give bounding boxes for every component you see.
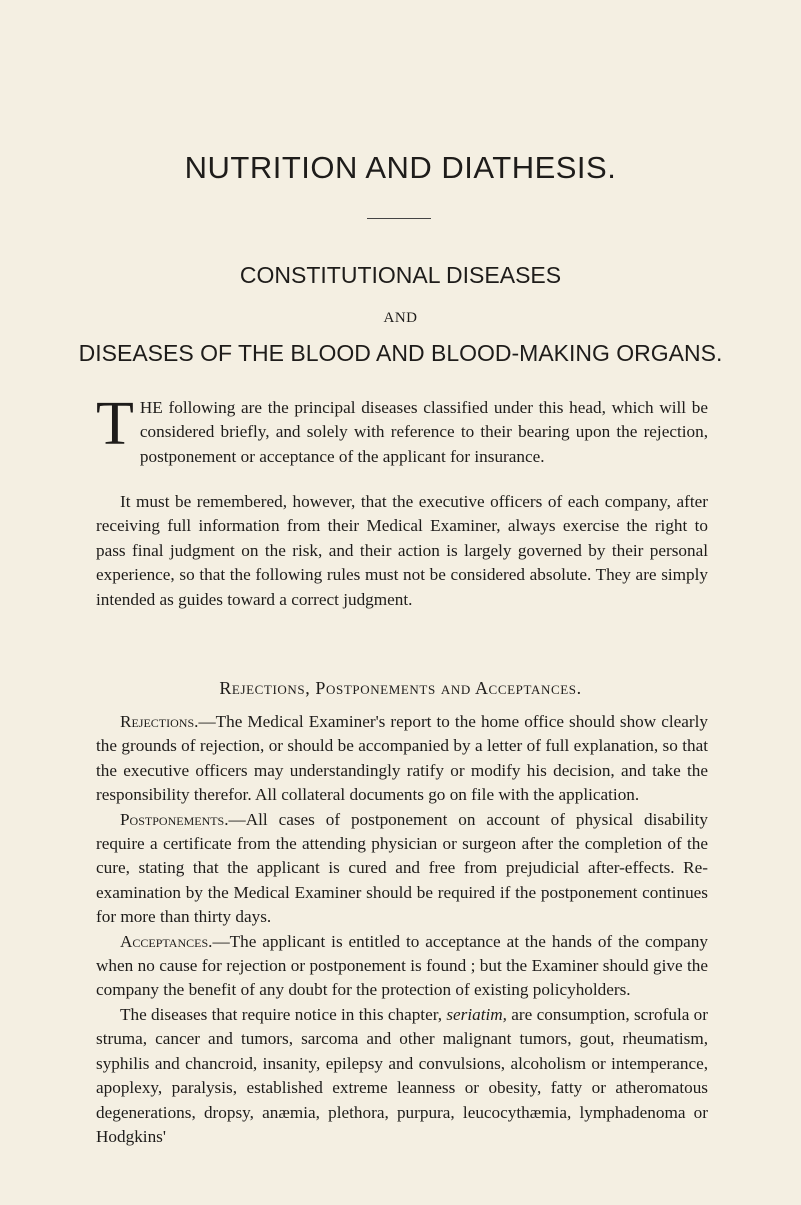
rejections-text: —The Medical Examiner's report to the home office should show clearly the grounds of rejection, or should be accompanied by a letter of full explanation, so that the executive officers may understandingly ratify or modify his decision, and take the responsibility therefor. All collateral documents go on file with the application. xyxy=(96,712,708,805)
final-post: are consumption, scrofula or struma, cancer and tumors, sarcoma and other malignant tumors, gout, rheumatism, syphilis and chancroid, insanity, epilepsy and convulsions, alcoholism or intemperance, apoplexy, paralysis, established extreme leanness or obesity, fatty or atheromatous degenerations, dropsy, anæmia, plethora, purpura, leucocythæmia, lymphadenoma or Hodgkins' xyxy=(96,1004,708,1146)
intro-text: following are the principal diseases classified under this head, which will be considered briefly, and solely with reference to their bearing upon the rejection, postponement or acceptance of the applicant for insurance. xyxy=(139,398,708,466)
paragraph-postponements xyxy=(96,808,708,930)
subtitle-conjunction: AND xyxy=(383,310,418,326)
drop-cap: T xyxy=(96,390,134,458)
body-block-1 xyxy=(96,490,708,612)
final-pre: The diseases that require notice in this chapter, xyxy=(120,1004,447,1024)
paragraph-disease-list xyxy=(96,1003,708,1149)
page-title: NUTRITION AND DIATHESIS. xyxy=(184,150,617,185)
subtitle: CONSTITUTIONAL DISEASES xyxy=(239,262,562,288)
rejections-label: Rejections. xyxy=(120,712,199,731)
section-heading: Rejections, Postponements and Acceptances. xyxy=(219,678,582,698)
postponements-label: Postponements. xyxy=(120,809,229,829)
paragraph-executive-officers: It must be remembered, however, that the executive officers of each company, after receiving full information from their Medical Examiner, always exercise the right to pass final judgment on the risk, and their action is largely governed by their personal experience, so that the following rules must not be considered absolute. They are simply intended as guides toward a correct judgment. xyxy=(96,492,708,609)
postponements-text: —All cases of postponement on account of physical disability require a certificate from the attending physician or surgeon after the completion of the cure, stating that the applicant is cured and free from prejudicial after-effects. Re-examination by the Medical Examiner should be required if the postponement continues for more than thirty days. xyxy=(96,809,708,927)
final-italic: seriatim, xyxy=(446,1004,507,1024)
paragraph-rejections xyxy=(96,710,708,808)
title-divider xyxy=(367,218,431,219)
body-block-2 xyxy=(96,710,708,1149)
acceptances-label: Acceptances. xyxy=(120,931,213,951)
subtitle-secondary: DISEASES OF THE BLOOD AND BLOOD-MAKING ORGANS. xyxy=(78,340,723,366)
intro-paragraph xyxy=(96,390,708,469)
paragraph-acceptances xyxy=(96,930,708,1003)
acceptances-text: —The applicant is entitled to acceptance at the hands of the company when no cause for rejection or postponement is found ; but the Examiner should give the company the benefit of any doubt for the protection of existing policyholders. xyxy=(96,931,708,1000)
intro-lead: HE xyxy=(139,398,163,417)
